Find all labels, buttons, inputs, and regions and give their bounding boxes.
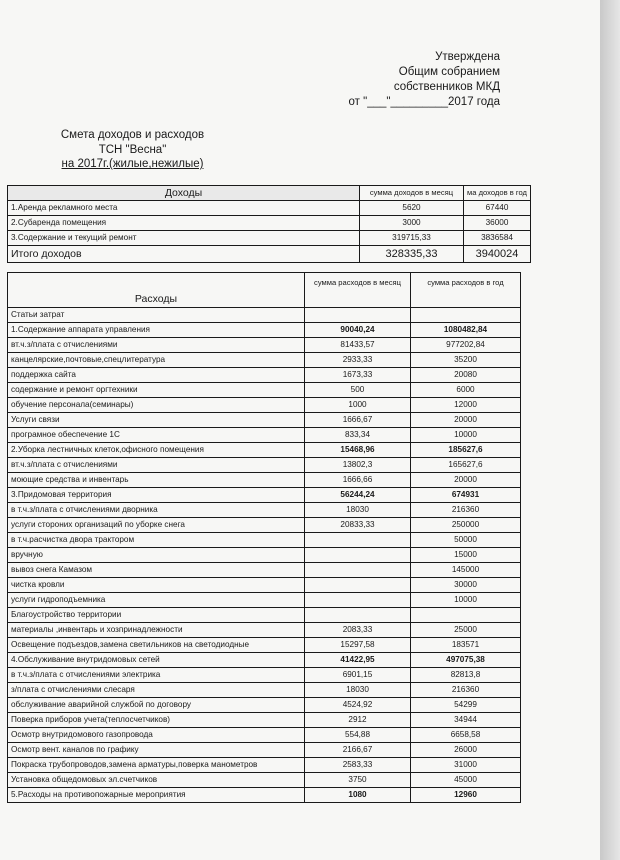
row-name: моющие средства и инвентарь: [8, 473, 305, 488]
income-total-row: [8, 246, 531, 263]
row-name: 1.Содержание аппарата управления: [8, 323, 305, 338]
row-month-value: 3000: [360, 216, 464, 231]
row-month-value: 41422,95: [305, 653, 411, 668]
row-month-value: 4524,92: [305, 698, 411, 713]
table-row: [8, 713, 521, 728]
table-row: [8, 488, 521, 503]
table-row: [8, 788, 521, 803]
table-row: [8, 216, 531, 231]
row-year-value: 216360: [411, 503, 521, 518]
row-month-value: 554,88: [305, 728, 411, 743]
table-row: [8, 533, 521, 548]
row-year-value: 20000: [411, 413, 521, 428]
expenses-header-name: Расходы: [8, 273, 305, 308]
table-row: [8, 338, 521, 353]
row-month-value: [305, 308, 411, 323]
row-year-value: 10000: [411, 593, 521, 608]
row-name: вывоз снега Камазом: [8, 563, 305, 578]
table-row: [8, 201, 531, 216]
row-name: содержание и ремонт оргтехники: [8, 383, 305, 398]
row-month-value: 1666,66: [305, 473, 411, 488]
row-name: вручную: [8, 548, 305, 563]
row-year-value: 497075,38: [411, 653, 521, 668]
row-year-value: 6658,58: [411, 728, 521, 743]
table-row: [8, 548, 521, 563]
income-header-year: ма доходов в год: [464, 186, 531, 201]
row-name: в т.ч.з/плата с отчислениями дворника: [8, 503, 305, 518]
title-line: Смета доходов и расходов: [60, 129, 205, 141]
row-month-value: 6901,15: [305, 668, 411, 683]
table-row: [8, 683, 521, 698]
scan-background-edge: [600, 0, 620, 860]
row-name: обслуживание аварийной службой по договору: [8, 698, 305, 713]
row-name: Освещение подъездов,замена светильников на светодиодные: [8, 638, 305, 653]
row-year-value: 20080: [411, 368, 521, 383]
row-month-value: [305, 563, 411, 578]
row-month-value: 2933,33: [305, 353, 411, 368]
row-name: 3.Содержание и текущий ремонт: [8, 231, 360, 246]
row-year-value: 145000: [411, 563, 521, 578]
row-name: Установка общедомовых эл.счетчиков: [8, 773, 305, 788]
table-row: [8, 398, 521, 413]
row-year-value: 10000: [411, 428, 521, 443]
table-row: [8, 518, 521, 533]
table-row: [8, 323, 521, 338]
row-year-value: 31000: [411, 758, 521, 773]
row-month-value: 81433,57: [305, 338, 411, 353]
row-name: Поверка приборов учета(теплосчетчиков): [8, 713, 305, 728]
row-name: Осмотр внутридомового газопровода: [8, 728, 305, 743]
table-row: [8, 353, 521, 368]
row-year-value: 1080482,84: [411, 323, 521, 338]
row-name: канцелярские,почтовые,спецлитература: [8, 353, 305, 368]
table-row: [8, 231, 531, 246]
row-month-value: [305, 578, 411, 593]
income-table: [7, 185, 531, 263]
table-row: [8, 773, 521, 788]
row-name: чистка кровли: [8, 578, 305, 593]
row-month-value: 833,34: [305, 428, 411, 443]
approval-date-line: от "___"_________2017 года: [348, 96, 500, 108]
total-name: Итого доходов: [8, 246, 360, 263]
table-row: [8, 473, 521, 488]
table-row: [8, 698, 521, 713]
row-year-value: 20000: [411, 473, 521, 488]
row-year-value: 12960: [411, 788, 521, 803]
row-year-value: 25000: [411, 623, 521, 638]
row-name: 1.Аренда рекламного места: [8, 201, 360, 216]
row-name: 2.Субаренда помещения: [8, 216, 360, 231]
income-header-name: Доходы: [8, 186, 360, 201]
row-month-value: 15297,58: [305, 638, 411, 653]
row-year-value: 12000: [411, 398, 521, 413]
row-year-value: 36000: [464, 216, 531, 231]
row-name: услуги гидроподъемника: [8, 593, 305, 608]
row-name: обучение персонала(семинары): [8, 398, 305, 413]
table-row: [8, 563, 521, 578]
row-month-value: 18030: [305, 683, 411, 698]
row-name: услуги стороних организаций по уборке снега: [8, 518, 305, 533]
row-month-value: 2912: [305, 713, 411, 728]
table-row: [8, 428, 521, 443]
table-header-row: [8, 186, 531, 201]
row-year-value: 26000: [411, 743, 521, 758]
table-row: [8, 413, 521, 428]
row-name: 4.Обслуживание внутридомовых сетей: [8, 653, 305, 668]
row-name: материалы ,инвентарь и хозпринадлежности: [8, 623, 305, 638]
approval-block: [349, 50, 501, 110]
row-year-value: 34944: [411, 713, 521, 728]
row-year-value: 674931: [411, 488, 521, 503]
row-year-value: 185627,6: [411, 443, 521, 458]
approval-line: Утверждена: [435, 51, 500, 63]
total-month-value: 328335,33: [360, 246, 464, 263]
row-year-value: 50000: [411, 533, 521, 548]
row-month-value: [305, 608, 411, 623]
row-year-value: 45000: [411, 773, 521, 788]
row-year-value: [411, 308, 521, 323]
table-row: [8, 578, 521, 593]
table-row: [8, 368, 521, 383]
row-year-value: 165627,6: [411, 458, 521, 473]
total-year-value: 3940024: [464, 246, 531, 263]
row-name: програмное обеспечение 1С: [8, 428, 305, 443]
row-year-value: 82813,8: [411, 668, 521, 683]
table-row: [8, 308, 521, 323]
row-name: в т.ч.расчистка двора трактором: [8, 533, 305, 548]
row-month-value: 90040,24: [305, 323, 411, 338]
title-line: ТСН "Весна": [98, 143, 167, 156]
table-row: [8, 668, 521, 683]
table-row: [8, 653, 521, 668]
table-row: [8, 728, 521, 743]
row-name: 5.Расходы на противопожарные мероприятия: [8, 788, 305, 803]
expenses-header-year: сумма расходов в год: [411, 273, 521, 308]
table-row: [8, 383, 521, 398]
row-month-value: 56244,24: [305, 488, 411, 503]
row-month-value: [305, 593, 411, 608]
row-month-value: 2583,33: [305, 758, 411, 773]
row-month-value: 15468,96: [305, 443, 411, 458]
row-month-value: 1000: [305, 398, 411, 413]
row-year-value: 3836584: [464, 231, 531, 246]
row-month-value: 18030: [305, 503, 411, 518]
row-month-value: 1080: [305, 788, 411, 803]
table-row: [8, 593, 521, 608]
row-year-value: 216360: [411, 683, 521, 698]
row-year-value: 15000: [411, 548, 521, 563]
row-month-value: 13802,3: [305, 458, 411, 473]
row-year-value: 54299: [411, 698, 521, 713]
row-name: Осмотр вент. каналов по графику: [8, 743, 305, 758]
row-year-value: 6000: [411, 383, 521, 398]
row-name: в т.ч.з/плата с отчислениями электрика: [8, 668, 305, 683]
row-year-value: 183571: [411, 638, 521, 653]
expenses-header-month: сумма расходов в месяц: [305, 273, 411, 308]
row-name: вт.ч.з/плата с отчислениями: [8, 338, 305, 353]
row-year-value: [411, 608, 521, 623]
row-month-value: 2166,67: [305, 743, 411, 758]
row-name: 3.Придомовая территория: [8, 488, 305, 503]
row-year-value: 67440: [464, 201, 531, 216]
row-month-value: 3750: [305, 773, 411, 788]
table-row: [8, 623, 521, 638]
row-name: Покраска трубопроводов,замена арматуры,поверка манометров: [8, 758, 305, 773]
table-row: [8, 503, 521, 518]
row-month-value: [305, 533, 411, 548]
row-name: вт.ч.з/плата с отчислениями: [8, 458, 305, 473]
row-month-value: 1666,67: [305, 413, 411, 428]
row-year-value: 35200: [411, 353, 521, 368]
row-name: 2.Уборка лестничных клеток,офисного помещения: [8, 443, 305, 458]
approval-line: Общим собранием: [398, 66, 500, 78]
title-line: на 2017г.(жилые,нежилые): [61, 158, 204, 170]
table-header-row: [8, 273, 521, 308]
row-month-value: 500: [305, 383, 411, 398]
row-month-value: [305, 548, 411, 563]
row-year-value: 30000: [411, 578, 521, 593]
approval-line: собственников МКД: [393, 81, 500, 93]
row-year-value: 250000: [411, 518, 521, 533]
table-row: [8, 443, 521, 458]
row-month-value: 5620: [360, 201, 464, 216]
table-row: [8, 638, 521, 653]
income-header-month: сумма доходов в месяц: [360, 186, 464, 201]
table-row: [8, 743, 521, 758]
row-month-value: 319715,33: [360, 231, 464, 246]
table-row: [8, 608, 521, 623]
document-title: [45, 128, 220, 172]
row-month-value: 1673,33: [305, 368, 411, 383]
row-name: Услуги связи: [8, 413, 305, 428]
row-name: Благоустройство территории: [8, 608, 305, 623]
row-name: Статьи затрат: [8, 308, 305, 323]
table-row: [8, 458, 521, 473]
table-row: [8, 758, 521, 773]
row-month-value: 2083,33: [305, 623, 411, 638]
row-name: поддержка сайта: [8, 368, 305, 383]
expenses-table: [7, 272, 521, 803]
row-name: з/плата с отчислениями слесаря: [8, 683, 305, 698]
row-year-value: 977202,84: [411, 338, 521, 353]
row-month-value: 20833,33: [305, 518, 411, 533]
